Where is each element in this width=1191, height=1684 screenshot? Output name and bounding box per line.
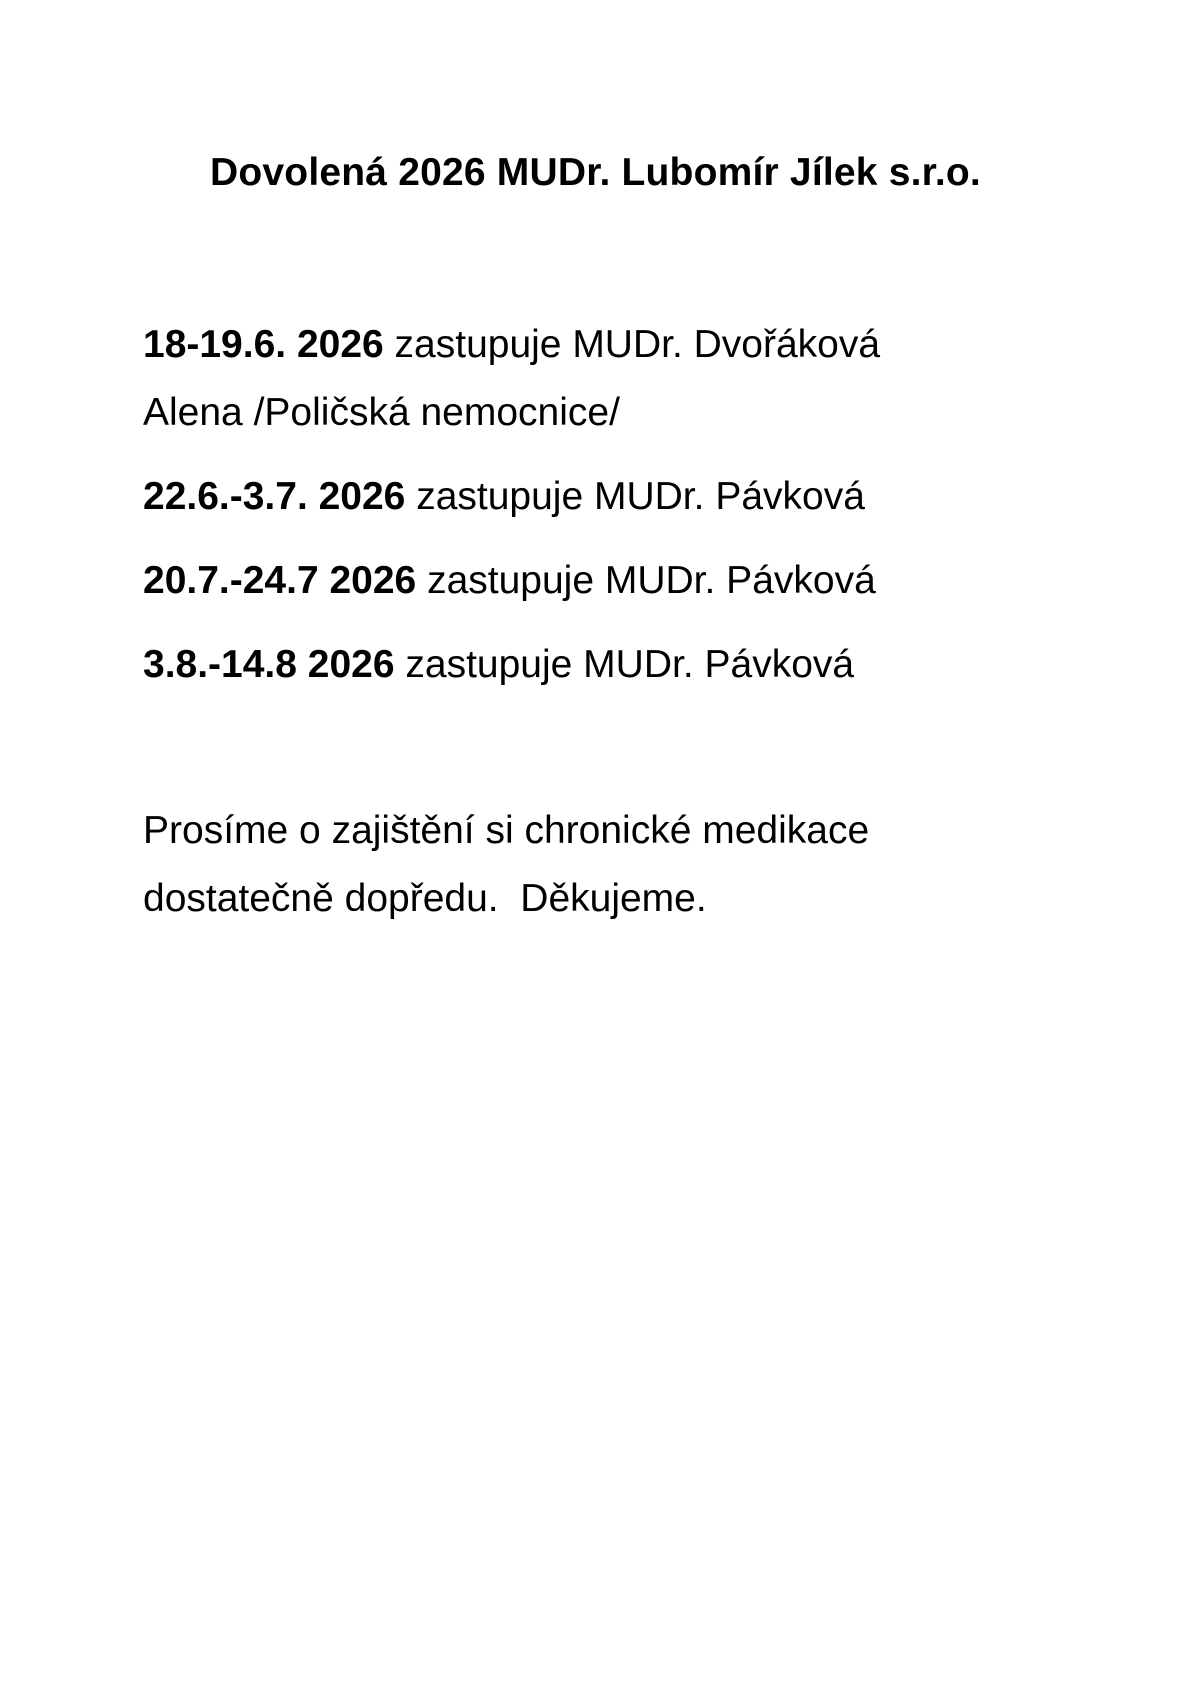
list-item <box>143 547 973 615</box>
entry-text: zastupuje MUDr. Dvořáková Alena /Poličská nemocnice/ <box>143 323 881 434</box>
entry-text: zastupuje MUDr. Pávková <box>405 475 865 518</box>
entry-dates: 3.8.-14.8 2026 <box>143 643 395 686</box>
substitution-list <box>143 311 1103 715</box>
list-item <box>143 463 973 531</box>
list-item <box>143 311 973 447</box>
entry-dates: 18-19.6. 2026 <box>143 323 384 366</box>
entry-text: zastupuje MUDr. Pávková <box>416 559 876 602</box>
closing-note: Prosíme o zajištění si chronické medikace dostatečně dopředu. Děkujeme. <box>143 809 880 920</box>
entry-text: zastupuje MUDr. Pávková <box>394 643 855 686</box>
page-title: Dovolená 2026 MUDr. Lubomír Jílek s.r.o. <box>210 151 981 194</box>
entry-dates: 22.6.-3.7. 2026 <box>143 475 406 518</box>
entry-dates: 20.7.-24.7 2026 <box>143 559 417 602</box>
list-item <box>143 631 973 699</box>
